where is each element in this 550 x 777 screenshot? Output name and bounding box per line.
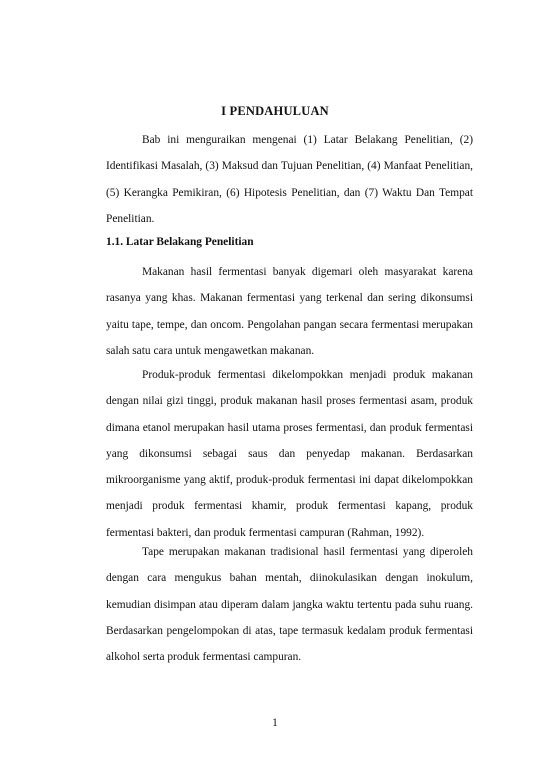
page-number: 1 [272,717,278,729]
body-paragraph [106,259,473,364]
intro-paragraph-text: Bab ini menguraikan mengenai (1) Latar Belakang Penelitian, (2) Identifikasi Masalah, (3) Maksud dan Tujuan Penelitian, (4) Manfaat Penelitian, (5) Kerangka Pemikiran, (6) Hipotesis Penelitian, dan (7) Waktu Dan Tempat Penelitian. [106,134,473,225]
body-paragraph [106,539,473,670]
intro-paragraph [106,127,473,232]
body-paragraph-text: Produk-produk fermentasi dikelompokkan menjadi produk makanan dengan nilai gizi tinggi, produk makanan hasil proses fermentasi asam, produk dimana etanol merupakan hasil utama proses fermentasi, dan produk fermentasi yang dikonsumsi sebagai saus dan penyedap makanan. Berdasarkan mikroorganisme yang aktif, produk-produk fermentasi ini dapat dikelompokkan menjadi produk fermentasi khamir, produk fermentasi kapang, produk fermentasi bakteri, dan produk fermentasi campuran (Rahman, 1992). [106,369,473,539]
body-paragraph [106,362,473,546]
chapter-title: I PENDAHULUAN [221,104,329,118]
body-paragraph-text: Makanan hasil fermentasi banyak digemari oleh masyarakat karena rasanya yang khas. Makanan fermentasi yang terkenal dan sering dikonsumsi yaitu tape, tempe, dan oncom. Pengolahan pangan secara fermentasi merupakan salah satu cara untuk mengawetkan makanan. [106,266,473,357]
section-heading: 1.1. Latar Belakang Penelitian [106,236,254,248]
body-paragraph-text: Tape merupakan makanan tradisional hasil fermentasi yang diperoleh dengan cara mengukus bahan mentah, diinokulasikan dengan inokulum, kemudian disimpan atau diperam dalam jangka waktu tertentu pada suhu ruang. Berdasarkan pengelompokan di atas, tape termasuk kedalam produk fermentasi alkohol serta produk fermentasi campuran. [106,546,473,664]
